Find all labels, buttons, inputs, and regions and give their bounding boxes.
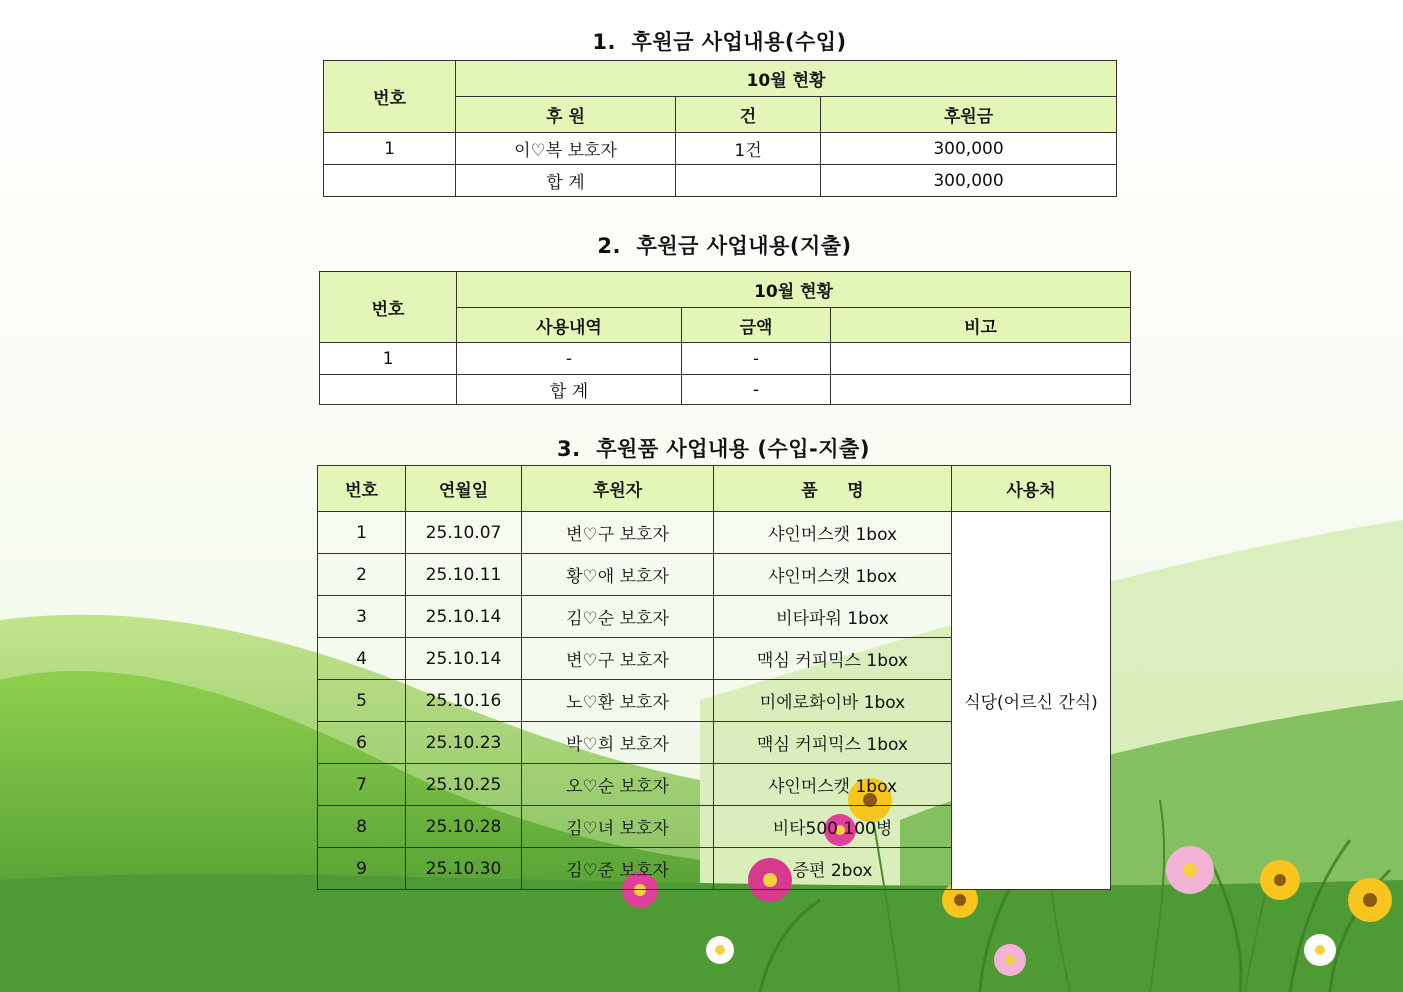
header-usage: 사용내역 <box>457 308 682 343</box>
header-count: 건 <box>676 97 821 133</box>
row-date: 25.10.23 <box>406 722 522 764</box>
row-item: 미에로화이바 1box <box>714 680 952 722</box>
section3-title: 3. 후원품 사업내용 (수입-지출) <box>557 437 870 461</box>
row-no: 9 <box>318 848 406 890</box>
row-no: 6 <box>318 722 406 764</box>
header-no: 번호 <box>318 466 406 512</box>
row-sponsor: 오♡순 보호자 <box>522 764 714 806</box>
row-sponsor: 노♡환 보호자 <box>522 680 714 722</box>
header-sponsor: 후 원 <box>456 97 676 133</box>
row-date: 25.10.14 <box>406 638 522 680</box>
total-no <box>324 165 456 197</box>
total-amount: - <box>682 375 831 405</box>
header-item: 품 명 <box>714 466 952 512</box>
header-month-status: 10월 현황 <box>457 272 1131 308</box>
header-amount: 금액 <box>682 308 831 343</box>
row-sponsor: 변♡구 보호자 <box>522 512 714 554</box>
row-amount: - <box>682 343 831 375</box>
table-row <box>324 133 1117 165</box>
row-no: 7 <box>318 764 406 806</box>
row-item: 맥심 커피믹스 1box <box>714 722 952 764</box>
total-row <box>320 375 1131 405</box>
row-sponsor: 황♡애 보호자 <box>522 554 714 596</box>
row-sponsor: 김♡순 보호자 <box>522 596 714 638</box>
row-sponsor: 박♡희 보호자 <box>522 722 714 764</box>
usage-place: 식당(어르신 간식) <box>952 512 1111 890</box>
total-row <box>324 165 1117 197</box>
row-date: 25.10.14 <box>406 596 522 638</box>
header-place: 사용처 <box>952 466 1111 512</box>
total-count <box>676 165 821 197</box>
donation-expense-table <box>319 271 1131 405</box>
header-month-status: 10월 현황 <box>456 61 1117 97</box>
row-date: 25.10.25 <box>406 764 522 806</box>
row-usage: - <box>457 343 682 375</box>
table-row <box>320 343 1131 375</box>
total-label: 합 계 <box>456 165 676 197</box>
row-item: 샤인머스캣 1box <box>714 554 952 596</box>
header-sponsor: 후원자 <box>522 466 714 512</box>
row-sponsor: 김♡준 보호자 <box>522 848 714 890</box>
header-amount: 후원금 <box>821 97 1117 133</box>
donation-income-table <box>323 60 1117 197</box>
table-row <box>318 512 1111 554</box>
row-no: 1 <box>324 133 456 165</box>
total-note <box>831 375 1131 405</box>
row-date: 25.10.30 <box>406 848 522 890</box>
row-sponsor: 이♡복 보호자 <box>456 133 676 165</box>
section1-title: 1. 후원금 사업내용(수입) <box>592 30 847 54</box>
total-no <box>320 375 457 405</box>
row-amount: 300,000 <box>821 133 1117 165</box>
donated-goods-table <box>317 465 1111 890</box>
header-no: 번호 <box>324 61 456 133</box>
row-item: 증편 2box <box>714 848 952 890</box>
row-item: 비타파워 1box <box>714 596 952 638</box>
row-item: 비타500 100병 <box>714 806 952 848</box>
row-date: 25.10.11 <box>406 554 522 596</box>
total-label: 합 계 <box>457 375 682 405</box>
header-date: 연월일 <box>406 466 522 512</box>
row-no: 1 <box>318 512 406 554</box>
row-no: 3 <box>318 596 406 638</box>
row-no: 4 <box>318 638 406 680</box>
row-count: 1건 <box>676 133 821 165</box>
row-note <box>831 343 1131 375</box>
row-sponsor: 변♡구 보호자 <box>522 638 714 680</box>
row-date: 25.10.16 <box>406 680 522 722</box>
row-item: 맥심 커피믹스 1box <box>714 638 952 680</box>
header-note: 비고 <box>831 308 1131 343</box>
row-no: 8 <box>318 806 406 848</box>
row-date: 25.10.07 <box>406 512 522 554</box>
row-no: 1 <box>320 343 457 375</box>
header-no: 번호 <box>320 272 457 343</box>
row-item: 샤인머스캣 1box <box>714 512 952 554</box>
row-no: 2 <box>318 554 406 596</box>
row-no: 5 <box>318 680 406 722</box>
section2-title: 2. 후원금 사업내용(지출) <box>597 234 852 258</box>
row-item: 샤인머스캣 1box <box>714 764 952 806</box>
row-date: 25.10.28 <box>406 806 522 848</box>
row-sponsor: 김♡녀 보호자 <box>522 806 714 848</box>
total-amount: 300,000 <box>821 165 1117 197</box>
